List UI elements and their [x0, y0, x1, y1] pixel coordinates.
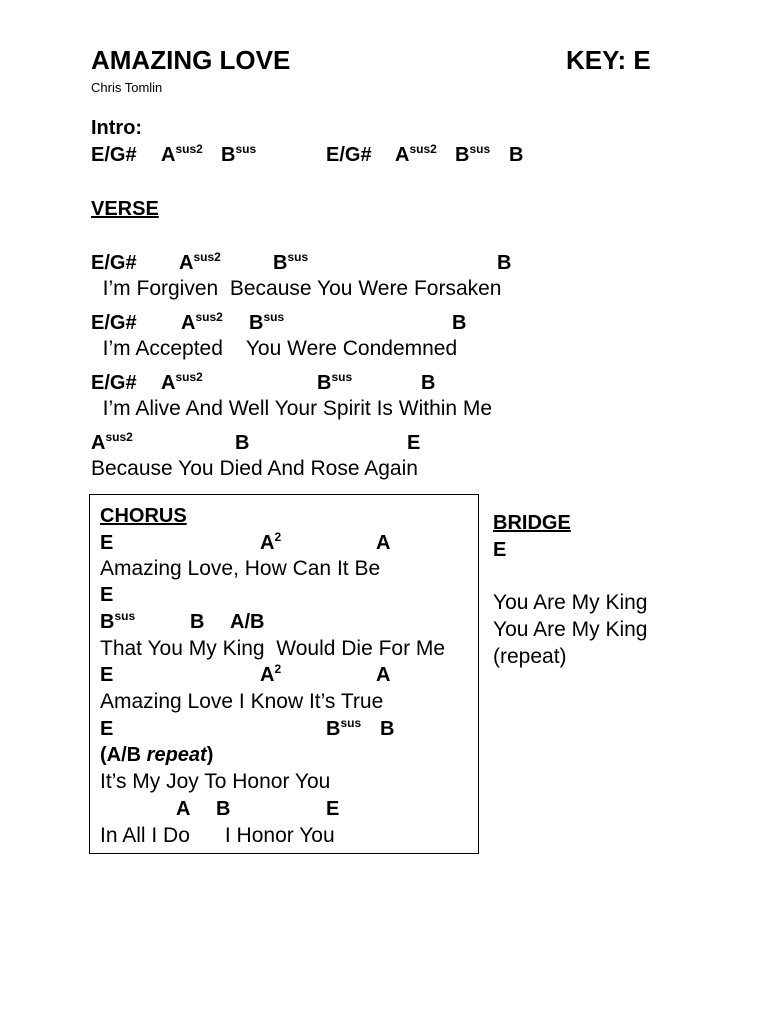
chord: $A^{sus2}$	[161, 370, 203, 394]
chorus-chord-line-5	[100, 718, 470, 742]
chord: B	[216, 798, 231, 820]
chorus-lyric-7: In All I Do I Honor You	[100, 824, 335, 847]
chorus-lyric-1: Amazing Love, How Can It Be	[100, 557, 381, 580]
chord: E/G#	[91, 144, 137, 166]
chord: E/G#	[91, 372, 137, 394]
chord: E	[100, 718, 114, 740]
bridge-lyric-2: You Are My King	[493, 618, 648, 641]
chord: A	[176, 798, 191, 820]
bridge-lyric-3: (repeat)	[493, 645, 567, 668]
chord: B	[497, 252, 512, 274]
chord: $A^{sus2}$	[91, 430, 133, 454]
chord: E/G#	[91, 312, 137, 334]
bridge-chord: E	[493, 539, 507, 561]
chord: $A^{sus2}$	[161, 142, 203, 166]
bridge-label: BRIDGE	[493, 512, 571, 534]
chord: $A^{sus2}$	[181, 310, 223, 334]
verse-label: VERSE	[91, 198, 159, 220]
chorus-chord-line-4	[100, 664, 470, 688]
chord: $B^{sus}$	[221, 142, 257, 166]
chorus-chord-line-7	[100, 798, 470, 822]
verse-lyric-3: I’m Alive And Well Your Spirit Is Within Me	[91, 397, 493, 420]
chord: $B^{sus}$	[317, 370, 353, 394]
chord: $A^2$	[260, 662, 282, 686]
chorus-chord-line-3	[100, 611, 470, 635]
chord: E	[100, 664, 114, 686]
chorus-chord-line-2	[100, 584, 470, 608]
chord: B	[421, 372, 436, 394]
chord: $B^{sus}$	[249, 310, 285, 334]
chord: A/B	[230, 611, 265, 633]
chord: $B^{sus}$	[326, 716, 362, 740]
chord: $B^{sus}$	[273, 250, 309, 274]
verse-lyric-4: Because You Died And Rose Again	[91, 457, 418, 480]
chord: B	[235, 432, 250, 454]
chord: A	[376, 532, 391, 554]
chord: B	[509, 144, 524, 166]
verse-chord-line-3	[91, 372, 591, 396]
chorus-chord-line-1	[100, 532, 470, 556]
chord: $A^{sus2}$	[179, 250, 221, 274]
chord: B	[190, 611, 205, 633]
chord: A	[376, 664, 391, 686]
verse-chord-line-4	[91, 432, 591, 456]
verse-chord-line-1	[91, 252, 591, 276]
chorus-lyric-3: That You My King Would Die For Me	[100, 637, 446, 660]
bridge-lyric-1: You Are My King	[493, 591, 648, 614]
chord: $B^{sus}$	[455, 142, 491, 166]
artist-name: Chris Tomlin	[91, 80, 163, 95]
song-title: AMAZING LOVE	[91, 45, 291, 75]
repeat-instruction: (A/B repeat)	[100, 744, 214, 766]
verse-lyric-2: I’m Accepted You Were Condemned	[91, 337, 458, 360]
chord: E/G#	[326, 144, 372, 166]
chord: E	[407, 432, 421, 454]
chord: B	[452, 312, 467, 334]
song-key: KEY: E	[566, 45, 651, 75]
chord: $A^{sus2}$	[395, 142, 437, 166]
intro-chord-line	[91, 144, 591, 168]
chorus-label: CHORUS	[100, 505, 187, 527]
chord: B	[380, 718, 395, 740]
chord: E	[100, 584, 114, 606]
chorus-lyric-6: It’s My Joy To Honor You	[100, 770, 331, 793]
intro-label: Intro:	[91, 117, 143, 139]
chord: E	[326, 798, 340, 820]
chorus-lyric-4: Amazing Love I Know It’s True	[100, 690, 384, 713]
chord: $B^{sus}$	[100, 609, 136, 633]
verse-chord-line-2	[91, 312, 591, 336]
verse-lyric-1: I’m Forgiven Because You Were Forsaken	[91, 277, 502, 300]
chord: E	[100, 532, 114, 554]
chord: $A^2$	[260, 530, 282, 554]
chord: E/G#	[91, 252, 137, 274]
